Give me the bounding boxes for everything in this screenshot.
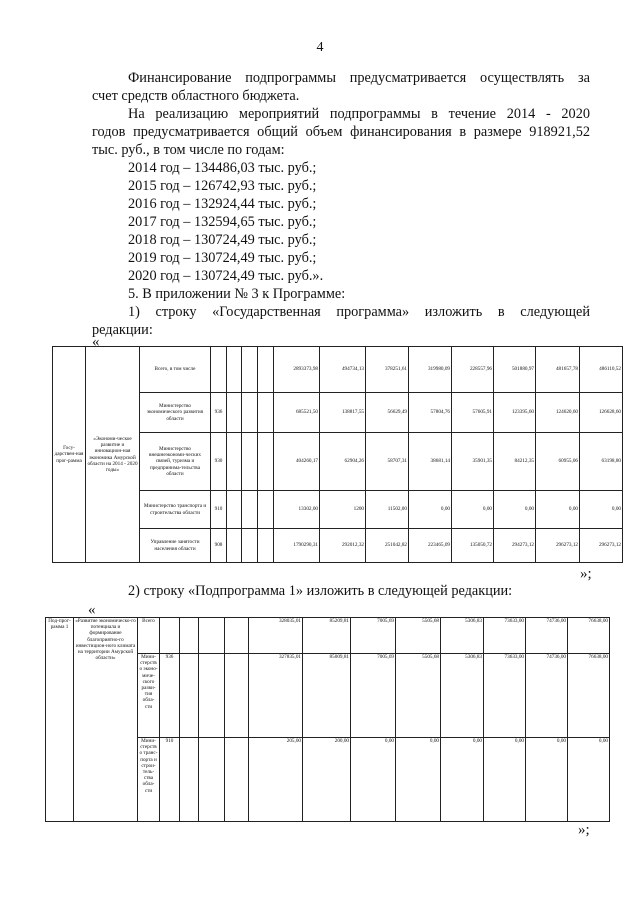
value-cell: 319980,09 xyxy=(409,347,452,393)
code-cell xyxy=(160,618,180,654)
program-title-cell: «Экономи-ческое развитие и инновацион-ная экономика Амурской области на 2014 - 2020 годы» xyxy=(86,347,140,563)
empty-cell xyxy=(225,654,249,738)
value-cell: 378251,61 xyxy=(366,347,409,393)
value-cell: 0,00 xyxy=(526,738,568,822)
value-cell: 0,00 xyxy=(494,491,536,529)
value-cell: 296273,12 xyxy=(536,529,580,563)
value-cell: 0,00 xyxy=(568,738,610,822)
empty-cell xyxy=(242,347,258,393)
value-cell: 35901,35 xyxy=(452,433,494,491)
year-2016: 2016 год – 132924,44 тыс. руб.; xyxy=(128,196,317,212)
value-cell: 0,00 xyxy=(452,491,494,529)
value-cell: 138817,55 xyxy=(320,393,366,433)
empty-cell xyxy=(225,738,249,822)
value-cell: 62904,26 xyxy=(320,433,366,491)
code-cell: 936 xyxy=(160,654,180,738)
subprogram-type-cell: Под-прог-рамма 1 xyxy=(46,618,74,822)
code-cell: 910 xyxy=(160,738,180,822)
program-type-cell: Госу-дарствен-ная прог-рамма xyxy=(53,347,86,563)
code-cell: 930 xyxy=(211,433,227,491)
table-state-program xyxy=(52,346,623,563)
value-cell: 56629,49 xyxy=(366,393,409,433)
value-cell: 58707,31 xyxy=(366,433,409,491)
value-cell: 11502,00 xyxy=(366,491,409,529)
value-cell: 0,00 xyxy=(484,738,526,822)
executor-cell: Министерство транспорта и строительства области xyxy=(140,491,211,529)
year-2014: 2014 год – 134486,03 тыс. руб.; xyxy=(128,160,317,176)
value-cell: 126628,60 xyxy=(580,393,623,433)
executor-cell: Управление занятости населения области xyxy=(140,529,211,563)
item-1-line-2: редакции: xyxy=(92,322,153,338)
item-2: 2) строку «Подпрограмма 1» изложить в следующей редакции: xyxy=(128,583,513,599)
executor-cell: Всего xyxy=(138,618,160,654)
value-cell: 1200 xyxy=(320,491,366,529)
empty-cell xyxy=(225,618,249,654)
value-cell: 5505,68 xyxy=(396,654,441,738)
value-cell: 63198,80 xyxy=(580,433,623,491)
empty-cell xyxy=(199,618,225,654)
empty-cell xyxy=(258,347,274,393)
empty-cell xyxy=(199,738,225,822)
value-cell: 2893373,98 xyxy=(274,347,320,393)
paragraph-2-line-3: тыс. руб., в том числе по годам: xyxy=(92,142,285,158)
value-cell: 0,00 xyxy=(409,491,452,529)
value-cell: 5306,83 xyxy=(441,618,484,654)
value-cell: 0,00 xyxy=(396,738,441,822)
open-quote-1: « xyxy=(92,334,100,350)
paragraph-2-line-1: На реализацию мероприятий подпрограммы в течение 2014 - 2020 xyxy=(128,106,590,122)
value-cell: 84212,35 xyxy=(494,433,536,491)
value-cell: 7005,69 xyxy=(351,618,396,654)
value-cell: 200,00 xyxy=(303,738,351,822)
value-cell: 228557,96 xyxy=(452,347,494,393)
value-cell: 481657,78 xyxy=(536,347,580,393)
value-cell: 135050,72 xyxy=(452,529,494,563)
close-quote-1: »; xyxy=(580,566,592,582)
value-cell: 0,00 xyxy=(441,738,484,822)
value-cell: 0,00 xyxy=(580,491,623,529)
table-row xyxy=(53,347,623,393)
value-cell: 76638,00 xyxy=(568,618,610,654)
value-cell: 85209,81 xyxy=(303,618,351,654)
code-cell: 908 xyxy=(211,529,227,563)
code-cell: 936 xyxy=(211,393,227,433)
value-cell: 7005,69 xyxy=(351,654,396,738)
value-cell: 294273,12 xyxy=(494,529,536,563)
value-cell: 501880,97 xyxy=(494,347,536,393)
empty-cell xyxy=(258,433,274,491)
value-cell: 0,00 xyxy=(351,738,396,822)
value-cell: 328035,01 xyxy=(249,618,303,654)
executor-cell: Министерство экономического развития области xyxy=(140,393,211,433)
value-cell: 404260,17 xyxy=(274,433,320,491)
empty-cell xyxy=(227,529,242,563)
year-2015: 2015 год – 126742,93 тыс. руб.; xyxy=(128,178,317,194)
empty-cell xyxy=(258,393,274,433)
value-cell: 494734,13 xyxy=(320,347,366,393)
empty-cell xyxy=(258,491,274,529)
value-cell: 296273,12 xyxy=(580,529,623,563)
value-cell: 0,00 xyxy=(536,491,580,529)
value-cell: 5306,83 xyxy=(441,654,484,738)
value-cell: 74736,00 xyxy=(526,618,568,654)
item-5: 5. В приложении № 3 к Программе: xyxy=(128,286,346,302)
paragraph-1-line-1: Финансирование подпрограммы предусматривается осуществлять за xyxy=(128,70,590,86)
page-number: 4 xyxy=(316,40,324,55)
empty-cell xyxy=(242,433,258,491)
open-quote-2: « xyxy=(88,602,96,618)
table-row xyxy=(46,618,610,654)
table-subprogram-1 xyxy=(45,617,610,822)
value-cell: 85009,81 xyxy=(303,654,351,738)
code-cell: 910 xyxy=(211,491,227,529)
empty-cell xyxy=(227,491,242,529)
value-cell: 327835,01 xyxy=(249,654,303,738)
value-cell: 73633,00 xyxy=(484,618,526,654)
value-cell: 685521,50 xyxy=(274,393,320,433)
value-cell: 5505,68 xyxy=(396,618,441,654)
code-cell xyxy=(211,347,227,393)
value-cell: 74736,00 xyxy=(526,654,568,738)
year-2020: 2020 год – 130724,49 тыс. руб.». xyxy=(128,268,324,284)
value-cell: 486110,52 xyxy=(580,347,623,393)
value-cell: 1790290,31 xyxy=(274,529,320,563)
executor-cell: Всего, в том числе xyxy=(140,347,211,393)
empty-cell xyxy=(180,654,199,738)
executor-cell: Министерство внешнеэкономи-ческих связей, туризма и предпринима-тельства области xyxy=(140,433,211,491)
value-cell: 76638,00 xyxy=(568,654,610,738)
value-cell: 57804,76 xyxy=(409,393,452,433)
empty-cell xyxy=(242,491,258,529)
value-cell: 292012,32 xyxy=(320,529,366,563)
empty-cell xyxy=(258,529,274,563)
paragraph-2-line-2: годов предусматривается общий объем финансирования в размере 918921,52 xyxy=(92,124,590,140)
value-cell: 124620,60 xyxy=(536,393,580,433)
year-2017: 2017 год – 132594,65 тыс. руб.; xyxy=(128,214,317,230)
empty-cell xyxy=(180,618,199,654)
paragraph-1-line-2: счет средств областного бюджета. xyxy=(92,88,300,104)
year-2018: 2018 год – 130724,49 тыс. руб.; xyxy=(128,232,317,248)
empty-cell xyxy=(180,738,199,822)
value-cell: 205,00 xyxy=(249,738,303,822)
value-cell: 60955,06 xyxy=(536,433,580,491)
subprogram-title-cell: «Развитие экономическо-го потенциала и формирование благоприятно-го инвестицион-ного климата на территории Амурской области» xyxy=(74,618,138,822)
value-cell: 123395,60 xyxy=(494,393,536,433)
empty-cell xyxy=(199,654,225,738)
empty-cell xyxy=(227,393,242,433)
value-cell: 223465,09 xyxy=(409,529,452,563)
empty-cell xyxy=(242,393,258,433)
item-1-line-1: 1) строку «Государственная программа» изложить в следующей xyxy=(128,304,590,320)
year-2019: 2019 год – 130724,49 тыс. руб.; xyxy=(128,250,317,266)
executor-cell: Мини-стерство транс-порта и строи-тель-ства обла-сти xyxy=(138,738,160,822)
close-quote-2: »; xyxy=(578,822,590,838)
value-cell: 251042,82 xyxy=(366,529,409,563)
empty-cell xyxy=(242,529,258,563)
executor-cell: Мини-стерство эконо-миче-ского разви-тия обла-сти xyxy=(138,654,160,738)
value-cell: 38681,14 xyxy=(409,433,452,491)
empty-cell xyxy=(227,347,242,393)
value-cell: 13302,00 xyxy=(274,491,320,529)
empty-cell xyxy=(227,433,242,491)
value-cell: 73633,00 xyxy=(484,654,526,738)
value-cell: 57605,91 xyxy=(452,393,494,433)
